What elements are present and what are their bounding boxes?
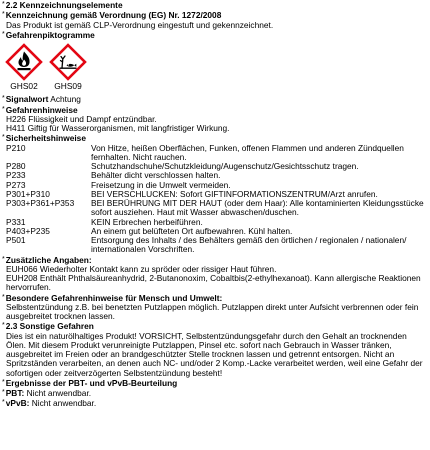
precaution-row [2,144,426,163]
pbt-value: Nicht anwendbar. [26,388,92,398]
precaution-row [2,236,426,255]
section-2-3-text: Dies ist ein naturölhaltiges Produkt! VORSICHT, Selbstentzündungsgefahr durch den Gehalt an trocknenden Ölen. Mit diesem Produkt verunreinigte Putzlappen, Pinsel etc. sofort nach Gebrauch in Wasser tränken, ausgebreitet im Freien oder an brandgeschützter Stelle trocknen lassen und getrennt entsorgen. Nicht an Spritzständen verarbeiten, an denen auch NC- und/oder 2 Komp.-Lacke verarbeitet werden, weil eine Gefahr der sofortigen oder zeitverzögerten Selbstentzündung besteht! [6,330,423,378]
section-2-3-title: *2.3 Sonstige Gefahren [2,321,94,332]
precaution-code: P501 [6,235,26,245]
vpvb-row [2,398,426,408]
bullet-star-icon: * [2,255,5,263]
bullet-star-icon: * [2,134,5,142]
pictogram-row [4,43,426,91]
additional-heading: *Zusätzliche Angaben: [2,254,92,265]
precaution-code: P403+P235 [6,225,50,236]
signal-word-value: Achtung [50,94,81,105]
section-2-2-title: *2.2 Kennzeichnungselemente [2,0,123,10]
precaution-text: BEI BERÜHRUNG MIT DER HAUT (oder dem Haar): Alle kontaminierten Kleidungsstücke sofort ausziehen. Haut mit Wasser abwaschen/duschen. [91,198,424,218]
hazard-statement: H226 Flüssigkeit und Dampf entzündbar. [6,113,157,124]
precaution-text: BEI VERSCHLUCKEN: Sofort GIFTINFORMATIONSZENTRUM/Arzt anrufen. [91,188,378,199]
bullet-star-icon: * [2,30,5,38]
signal-word-label: Signalwort [5,94,49,105]
bullet-star-icon: * [2,1,5,8]
hazard-heading: *Gefahrenhinweise [2,104,78,115]
precaution-text: Entsorgung des Inhalts / des Behälters gemäß den örtlichen / regionalen / nationalen/ internationalen Vorschriften. [91,235,407,255]
pbt-row [2,388,426,398]
vpvb-label: vPvB: [5,398,30,409]
bullet-star-icon: * [2,11,5,19]
euh066-text: EUH066 Wiederholter Kontakt kann zu spröder oder rissiger Haut führen. [6,263,277,274]
bullet-star-icon: * [2,95,5,103]
precaution-heading: *Sicherheitshinweise [2,133,86,144]
signal-word-row [2,94,426,104]
pbt-label: PBT: [5,388,25,398]
pictogram-ghs09 [48,43,88,91]
precaution-text: An einem gut belüfteten Ort aufbewahren. Kühl halten. [91,225,293,236]
flame-icon [5,43,43,81]
bullet-star-icon: * [2,322,5,330]
regulation-text: Das Produkt ist gemäß CLP-Verordnung eingestuft und gekennzeichnet. [6,19,274,30]
environment-icon [49,43,87,81]
ghs09-label: GHS09 [54,81,82,91]
regulation-heading: *Kennzeichnung gemäß Verordnung (EG) Nr. 1272/2008 [2,10,222,21]
precaution-code: P210 [6,142,26,153]
precaution-text: Schutzhandschuhe/Schutzkleidung/Augenschutz/Gesichtsschutz tragen. [91,161,359,171]
precaution-code: P280 [6,161,26,171]
pictogram-ghs02 [4,43,44,91]
special-hazards-heading: *Besondere Gefahrenhinweise für Mensch und Umwelt: [2,292,223,303]
precaution-code: P301+P310 [6,188,50,199]
ghs02-label: GHS02 [10,81,38,91]
precaution-text: KEIN Erbrechen herbeiführen. [91,216,203,227]
bullet-star-icon: * [2,389,5,396]
bullet-star-icon: * [2,399,5,407]
hazard-statement: H411 Giftig für Wasserorganismen, mit langfristiger Wirkung. [6,123,230,133]
pictogram-heading: *Gefahrenpiktogramme [2,29,95,40]
vpvb-value: Nicht anwendbar. [31,398,97,409]
pbt-heading: *Ergebnisse der PBT- und vPvB-Beurteilung [2,377,178,388]
precaution-text: Von Hitze, heißen Oberflächen, Funken, offenen Flammen und anderen Zündquellen fernhalten. Nicht rauchen. [91,142,404,162]
precaution-text: Freisetzung in die Umwelt vermeiden. [91,179,231,190]
bullet-star-icon: * [2,293,5,301]
precaution-code: P233 [6,170,26,181]
precaution-row [2,199,426,218]
precaution-code: P331 [6,216,26,227]
special-hazards-text: Selbstentzündung z.B. bei benetzten Putzlappen möglich. Putzlappen direkt unter Aufsicht verbrennen oder fein ausgebreitet trocknen lassen. [6,301,419,321]
precaution-code: P303+P361+P353 [6,198,75,208]
precaution-code: P273 [6,179,26,190]
bullet-star-icon: * [2,378,5,386]
euh208-text: EUH208 Enthält Phthalsäureanhydrid, 2-Butanonoxim, Cobaltbis(2-ethylhexanoat). Kann allergische Reaktionen hervorrufen. [6,273,421,293]
precaution-text: Behälter dicht verschlossen halten. [91,170,221,181]
bullet-star-icon: * [2,105,5,113]
